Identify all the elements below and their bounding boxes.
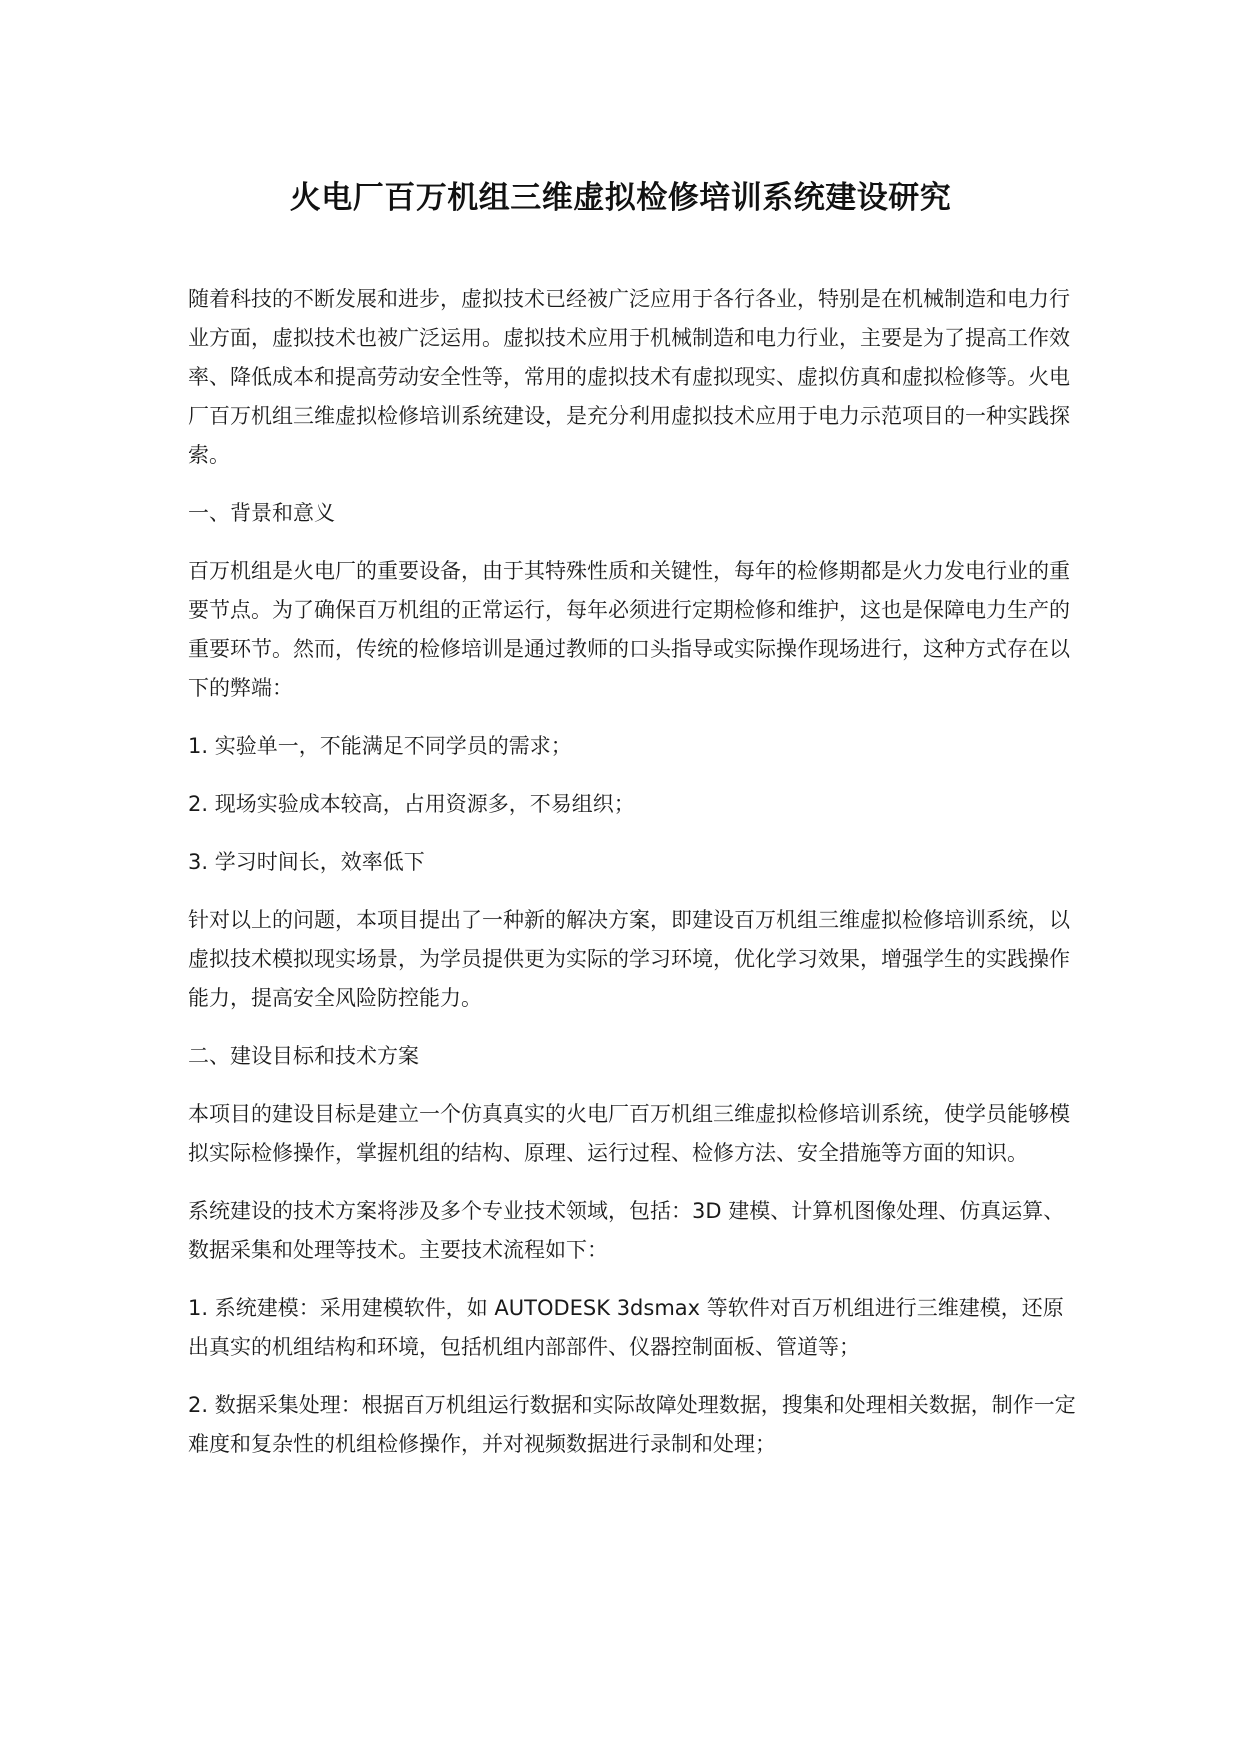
paragraph-goals: 本项目的建设目标是建立一个仿真真实的火电厂百万机组三维虚拟检修培训系统，使学员能够模拟实际检修操作，掌握机组的结构、原理、运行过程、检修方法、安全措施等方面的知识。: [188, 1102, 1070, 1165]
list-item: 1. 实验单一，不能满足不同学员的需求；: [188, 734, 572, 758]
document-title: 火电厂百万机组三维虚拟检修培训系统建设研究: [289, 180, 952, 216]
document-body: [188, 280, 1078, 1464]
list-item: 2. 数据采集处理：根据百万机组运行数据和实际故障处理数据，搜集和处理相关数据，制作一定难度和复杂性的机组检修操作，并对视频数据进行录制和处理；: [188, 1393, 1076, 1456]
paragraph-background: 百万机组是火电厂的重要设备，由于其特殊性质和关键性，每年的检修期都是火力发电行业的重要节点。为了确保百万机组的正常运行，每年必须进行定期检修和维护，这也是保障电力生产的重要环节。然而，传统的检修培训是通过教师的口头指导或实际操作现场进行，这种方式存在以下的弊端：: [188, 559, 1070, 700]
list-item: 1. 系统建模：采用建模软件，如 AUTODESK 3dsmax 等软件对百万机组进行三维建模，还原出真实的机组结构和环境，包括机组内部部件、仪器控制面板、管道等；: [188, 1296, 1064, 1359]
list-item: 2. 现场实验成本较高，占用资源多，不易组织；: [188, 792, 635, 816]
paragraph-solution: 针对以上的问题，本项目提出了一种新的解决方案，即建设百万机组三维虚拟检修培训系统，以虚拟技术模拟现实场景，为学员提供更为实际的学习环境，优化学习效果，增强学生的实践操作能力，提高安全风险防控能力。: [188, 908, 1070, 1010]
section-heading-goals: 二、建设目标和技术方案: [188, 1044, 419, 1068]
list-item: 3. 学习时间长，效率低下: [188, 850, 425, 874]
section-heading-background: 一、背景和意义: [188, 501, 335, 525]
paragraph-intro: 随着科技的不断发展和进步，虚拟技术已经被广泛应用于各行各业，特别是在机械制造和电力行业方面，虚拟技术也被广泛运用。虚拟技术应用于机械制造和电力行业，主要是为了提高工作效率、降低成本和提高劳动安全性等，常用的虚拟技术有虚拟现实、虚拟仿真和虚拟检修等。火电厂百万机组三维虚拟检修培训系统建设，是充分利用虚拟技术应用于电力示范项目的一种实践探索。: [188, 287, 1070, 467]
paragraph-tech-plan: 系统建设的技术方案将涉及多个专业技术领域，包括：3D 建模、计算机图像处理、仿真运算、数据采集和处理等技术。主要技术流程如下：: [188, 1199, 1065, 1262]
